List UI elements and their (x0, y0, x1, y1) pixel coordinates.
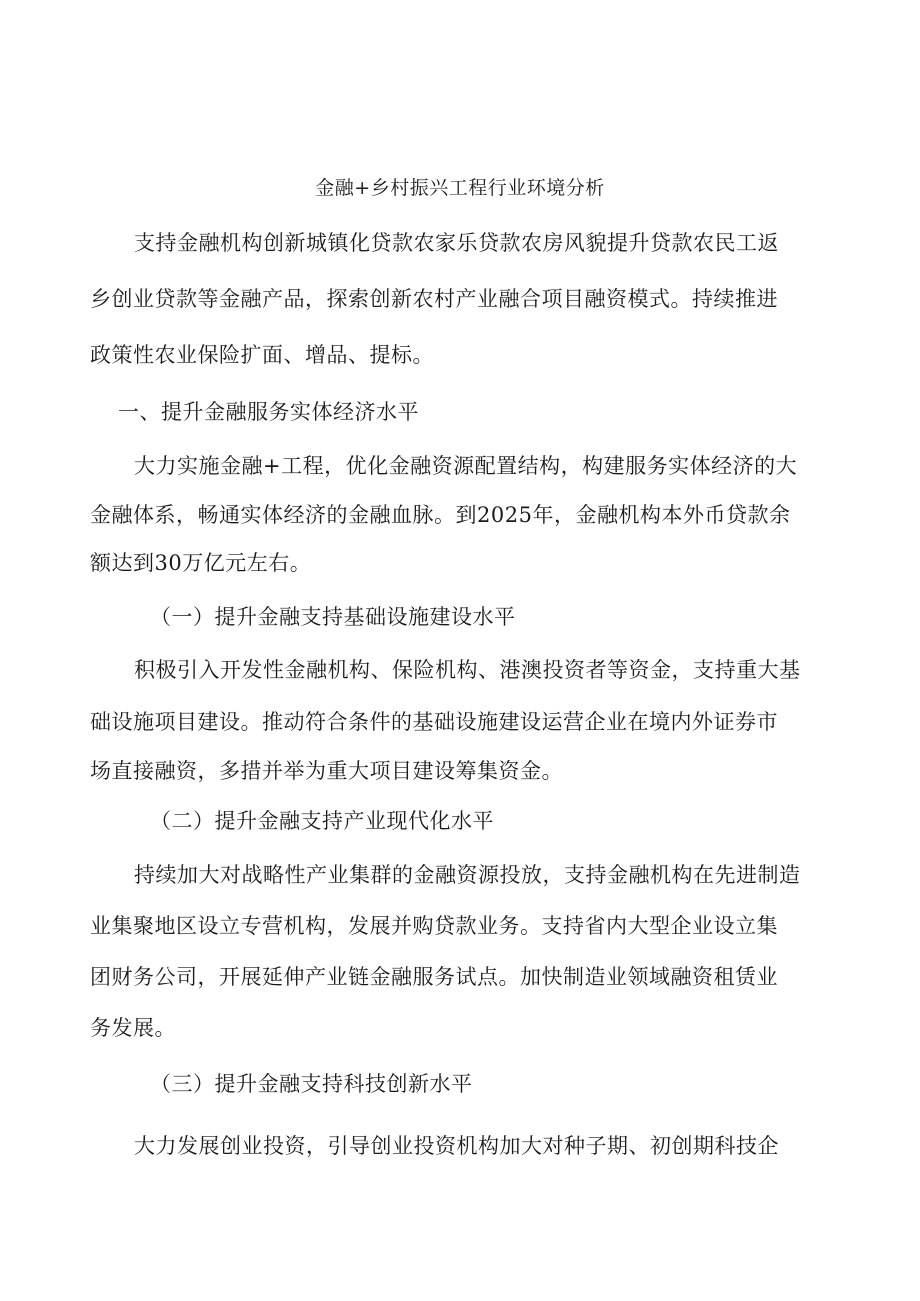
paragraph-4-line-4: 务发展。 (90, 1016, 176, 1040)
paragraph-2-line-2: 金融体系，畅通实体经济的金融血脉。到2025年，金融机构本外币贷款余 (90, 503, 791, 527)
paragraph-3-line-3: 场直接融资，多措并举为重大项目建设筹集资金。 (90, 759, 563, 783)
paragraph-1-line-2: 乡创业贷款等金融产品，探索创新农村产业融合项目融资模式。持续推进 (90, 287, 778, 311)
subsection-2-heading: （二）提升金融支持产业现代化水平 (150, 809, 494, 833)
document-title: 金融+乡村振兴工程行业环境分析 (315, 177, 605, 199)
paragraph-4-line-3: 团财务公司，开展延伸产业链金融服务试点。加快制造业领域融资租赁业 (90, 965, 778, 989)
section-1-heading: 一、提升金融服务实体经济水平 (118, 400, 419, 424)
paragraph-4-line-2: 业集聚地区设立专营机构，发展并购贷款业务。支持省内大型企业设立集 (90, 914, 778, 938)
paragraph-2-line-3: 额达到30万亿元左右。 (90, 551, 312, 575)
paragraph-5-line-1: 大力发展创业投资，引导创业投资机构加大对种子期、初创期科技企 (134, 1134, 779, 1158)
subsection-3-heading: （三）提升金融支持科技创新水平 (150, 1072, 473, 1096)
paragraph-1-line-1: 支持金融机构创新城镇化贷款农家乐贷款农房风貌提升贷款农民工返 (134, 231, 779, 255)
subsection-1-heading: （一）提升金融支持基础设施建设水平 (150, 605, 516, 629)
paragraph-1-line-3: 政策性农业保险扩面、增品、提标。 (90, 343, 434, 367)
paragraph-3-line-1: 积极引入开发性金融机构、保险机构、港澳投资者等资金，支持重大基 (134, 658, 801, 682)
paragraph-3-line-2: 础设施项目建设。推动符合条件的基础设施建设运营企业在境内外证券市 (90, 710, 778, 734)
paragraph-4-line-1: 持续加大对战略性产业集群的金融资源投放，支持金融机构在先进制造 (134, 863, 801, 887)
paragraph-2-line-1: 大力实施金融+工程，优化金融资源配置结构，构建服务实体经济的大 (134, 454, 798, 478)
